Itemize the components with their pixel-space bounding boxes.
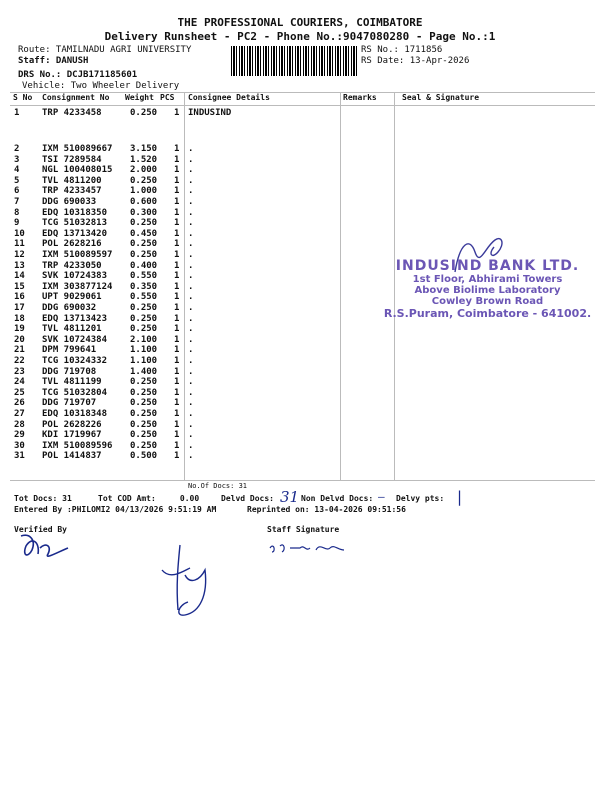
cell-weight: 0.250 <box>130 398 158 409</box>
cell-consignment-no: TCG 51032804 <box>42 387 108 398</box>
cell-pcs: 1 <box>174 154 180 165</box>
cell-consignment-no: SVK 10724384 <box>42 334 108 345</box>
cell-sno: 26 <box>14 398 25 409</box>
table-row <box>14 335 594 346</box>
cell-weight: 0.250 <box>130 430 158 441</box>
cell-consignee: . <box>188 377 194 388</box>
stamp-address-line1: 1st Floor, Abhirami Towers <box>412 274 563 285</box>
cell-consignee: . <box>188 218 194 229</box>
cell-pcs: 1 <box>174 218 180 229</box>
cell-consignee: . <box>188 398 194 409</box>
cell-consignee: . <box>188 366 194 377</box>
cell-sno: 5 <box>14 175 20 186</box>
cell-sno: 24 <box>14 377 25 388</box>
cell-pcs: 1 <box>174 250 180 260</box>
cell-consignee: . <box>188 419 194 430</box>
table-row <box>14 367 594 378</box>
cell-consignment-no: TRP 4233050 <box>42 260 102 271</box>
cell-consignment-no: IXM 510089667 <box>42 144 113 154</box>
table-row <box>14 208 594 219</box>
table-header-border <box>10 105 595 106</box>
cell-consignment-no: TVL 4811201 <box>42 324 102 335</box>
cell-consignment-no: EDQ 10318348 <box>42 409 108 419</box>
cell-weight: 0.450 <box>130 228 158 239</box>
table-row <box>14 186 594 197</box>
header-consignment: Consignment No <box>42 93 110 102</box>
cell-pcs: 1 <box>174 451 180 462</box>
cell-pcs: 1 <box>174 419 180 430</box>
cell-pcs: 1 <box>174 292 180 303</box>
cell-sno: 19 <box>14 324 25 335</box>
cell-weight: 1.520 <box>130 154 158 165</box>
cell-consignment-no: TCG 10324332 <box>42 356 108 366</box>
stamp-bank-name: INDUSIND BANK LTD. <box>395 258 580 274</box>
table-row <box>14 324 594 335</box>
cell-consignee: . <box>188 334 194 345</box>
cell-sno: 15 <box>14 281 25 292</box>
company-title: THE PROFESSIONAL COURIERS, COIMBATORE <box>177 16 423 29</box>
cell-consignee: . <box>188 260 194 271</box>
cell-weight: 0.250 <box>130 387 158 398</box>
cell-pcs: 1 <box>174 313 180 324</box>
cell-pcs: 1 <box>174 440 180 451</box>
verified-by-label: Verified By <box>14 525 67 534</box>
cell-weight: 0.250 <box>130 303 158 313</box>
cell-pcs: 1 <box>174 108 180 118</box>
cell-consignment-no: POL 2628226 <box>42 419 102 430</box>
delivery-points-label: Delvy pts: <box>396 494 445 503</box>
cell-sno: 3 <box>14 154 20 165</box>
cell-consignment-no: NGL 100408015 <box>42 165 113 176</box>
cell-sno: 17 <box>14 303 25 313</box>
cell-consignee: . <box>188 239 194 250</box>
cell-consignment-no: IXM 510089596 <box>42 440 113 451</box>
reprinted-on: Reprinted on: 13-04-2026 09:51:56 <box>247 505 406 514</box>
cell-consignment-no: TSI 7289584 <box>42 154 102 165</box>
cell-consignment-no: TRP 4233458 <box>42 108 102 118</box>
cell-sno: 1 <box>14 108 20 118</box>
handwritten-signature-large <box>150 540 220 620</box>
non-delivered-docs-label: Non Delvd Docs: <box>301 494 374 503</box>
cell-sno: 16 <box>14 292 25 303</box>
cell-sno: 8 <box>14 207 20 218</box>
cell-consignee: . <box>188 165 194 176</box>
cell-pcs: 1 <box>174 409 180 419</box>
cell-sno: 7 <box>14 197 20 207</box>
cell-weight: 0.250 <box>130 175 158 186</box>
cell-sno: 12 <box>14 250 25 260</box>
cell-consignee: . <box>188 186 194 197</box>
cell-weight: 0.250 <box>130 218 158 229</box>
cell-sno: 31 <box>14 451 25 462</box>
cell-sno: 4 <box>14 165 20 176</box>
cell-consignee: . <box>188 228 194 239</box>
table-row <box>14 377 594 388</box>
staff-signature-scribble <box>268 538 353 558</box>
cell-pcs: 1 <box>174 197 180 207</box>
delivery-points-handwritten: | <box>455 488 465 506</box>
cell-consignee: . <box>188 440 194 451</box>
cell-sno: 2 <box>14 144 20 154</box>
cell-pcs: 1 <box>174 303 180 313</box>
cell-consignment-no: DDG 719708 <box>42 366 97 377</box>
table-row <box>14 388 594 399</box>
table-row <box>14 430 594 441</box>
table-row <box>14 441 594 452</box>
cell-consignment-no: EDQ 13713423 <box>42 313 108 324</box>
cell-weight: 1.400 <box>130 366 158 377</box>
cell-pcs: 1 <box>174 345 180 356</box>
stamp-address-line4: R.S.Puram, Coimbatore - 641002. <box>383 307 592 320</box>
runsheet-subtitle: Delivery Runsheet - PC2 - Phone No.:9047080280 - Page No.:1 <box>104 30 496 43</box>
cell-pcs: 1 <box>174 239 180 250</box>
cell-pcs: 1 <box>174 324 180 335</box>
cell-pcs: 1 <box>174 175 180 186</box>
stamp-address-line2: Above Biolime Laboratory <box>414 285 561 296</box>
cell-sno: 22 <box>14 356 25 366</box>
cell-sno: 6 <box>14 186 20 197</box>
table-row <box>14 420 594 431</box>
table-row <box>14 144 594 155</box>
cell-consignment-no: DDG 690033 <box>42 197 97 207</box>
cell-consignee: . <box>188 430 194 441</box>
header-consignee: Consignee Details <box>188 93 270 102</box>
cell-pcs: 1 <box>174 356 180 366</box>
cell-consignment-no: POL 2628216 <box>42 239 102 250</box>
delivered-docs-label: Delvd Docs: <box>221 494 274 503</box>
header-pcs: PCS <box>160 93 175 102</box>
table-row <box>14 197 594 208</box>
cell-pcs: 1 <box>174 207 180 218</box>
cell-consignee: . <box>188 271 194 282</box>
cell-pcs: 1 <box>174 165 180 176</box>
rs-number: RS No.: 1711856 <box>361 45 443 55</box>
stamp-signature-scribble <box>450 232 510 277</box>
cell-consignee: . <box>188 387 194 398</box>
delivered-docs-handwritten: 31 <box>280 488 300 506</box>
cell-consignee: . <box>188 144 194 154</box>
cell-weight: 1.100 <box>130 356 158 366</box>
cell-pcs: 1 <box>174 144 180 154</box>
cell-consignee: . <box>188 451 194 462</box>
staff-label: Staff: DANUSH <box>18 56 89 66</box>
cell-consignee: . <box>188 356 194 366</box>
barcode <box>231 46 357 76</box>
cell-weight: 3.150 <box>130 144 158 154</box>
header-seal-signature: Seal & Signature <box>402 93 480 102</box>
cell-pcs: 1 <box>174 281 180 292</box>
cell-pcs: 1 <box>174 260 180 271</box>
cell-weight: 0.250 <box>130 377 158 388</box>
cell-pcs: 1 <box>174 430 180 441</box>
cell-consignment-no: IXM 303877124 <box>42 281 113 292</box>
table-row <box>14 218 594 229</box>
table-row <box>14 345 594 356</box>
cell-weight: 0.250 <box>130 250 158 260</box>
cell-consignment-no: TVL 4811200 <box>42 175 102 186</box>
header-weight: Weight <box>125 93 154 102</box>
no-of-docs: No.Of Docs: 31 <box>188 482 248 490</box>
cell-weight: 0.250 <box>130 419 158 430</box>
cell-weight: 0.250 <box>130 440 158 451</box>
cell-pcs: 1 <box>174 387 180 398</box>
table-row <box>14 155 594 166</box>
table-row <box>14 451 594 462</box>
cell-consignment-no: TCG 51032813 <box>42 218 108 229</box>
cell-weight: 0.250 <box>130 324 158 335</box>
cell-consignment-no: DPM 799641 <box>42 345 97 356</box>
cell-consignment-no: POL 1414837 <box>42 451 102 462</box>
header-remarks: Remarks <box>343 93 377 102</box>
stamp-address-line3: Cowley Brown Road <box>431 296 544 307</box>
cell-sno: 25 <box>14 387 25 398</box>
cell-consignee: . <box>188 313 194 324</box>
cell-pcs: 1 <box>174 366 180 377</box>
cell-sno: 30 <box>14 440 25 451</box>
cell-consignment-no: SVK 10724383 <box>42 271 108 282</box>
table-row <box>14 176 594 187</box>
cell-sno: 27 <box>14 409 25 419</box>
cell-consignment-no: EDQ 13713420 <box>42 228 108 239</box>
rs-date: RS Date: 13-Apr-2026 <box>361 56 470 66</box>
cell-consignment-no: UPT 9029061 <box>42 292 102 303</box>
cell-consignment-no: IXM 510089597 <box>42 250 113 260</box>
verified-signature <box>18 528 73 563</box>
table-row <box>14 108 594 119</box>
table-row <box>14 165 594 176</box>
cell-consignment-no: DDG 719707 <box>42 398 97 409</box>
non-delivered-docs-handwritten: — <box>378 490 385 503</box>
cell-sno: 18 <box>14 313 25 324</box>
cell-weight: 0.600 <box>130 197 158 207</box>
cell-sno: 28 <box>14 419 25 430</box>
cell-consignee: . <box>188 175 194 186</box>
cell-pcs: 1 <box>174 398 180 409</box>
cell-weight: 0.500 <box>130 451 158 462</box>
cell-weight: 0.250 <box>130 239 158 250</box>
cell-consignee: . <box>188 303 194 313</box>
cell-consignee: INDUSIND <box>188 108 232 118</box>
cell-sno: 21 <box>14 345 25 356</box>
cell-sno: 13 <box>14 260 25 271</box>
cell-weight: 0.400 <box>130 260 158 271</box>
cell-consignee: . <box>188 409 194 419</box>
staff-signature-label: Staff Signature <box>267 525 340 534</box>
cell-consignee: . <box>188 345 194 356</box>
tot-cod-amount: Tot COD Amt: 0.00 <box>98 494 200 503</box>
cell-pcs: 1 <box>174 334 180 345</box>
cell-sno: 10 <box>14 228 25 239</box>
cell-consignee: . <box>188 281 194 292</box>
cell-pcs: 1 <box>174 186 180 197</box>
cell-weight: 0.550 <box>130 271 158 282</box>
tot-docs: Tot Docs: 31 <box>14 494 72 503</box>
table-row <box>14 398 594 409</box>
cell-sno: 20 <box>14 334 25 345</box>
entered-by: Entered By :PHILOMI2 04/13/2026 9:51:19 AM <box>14 505 217 514</box>
cell-consignment-no: TRP 4233457 <box>42 186 102 197</box>
cell-sno: 14 <box>14 271 25 282</box>
cell-pcs: 1 <box>174 228 180 239</box>
cell-consignee: . <box>188 292 194 303</box>
cell-weight: 2.100 <box>130 334 158 345</box>
cell-weight: 0.250 <box>130 313 158 324</box>
cell-sno: 11 <box>14 239 25 250</box>
table-row <box>14 409 594 420</box>
drs-number: DRS No.: DCJB171185601 <box>18 70 138 80</box>
cell-consignment-no: DDG 690032 <box>42 303 97 313</box>
cell-weight: 0.550 <box>130 292 158 303</box>
cell-consignment-no: EDQ 10318350 <box>42 207 108 218</box>
cell-consignment-no: KDI 1719967 <box>42 430 102 441</box>
cell-sno: 29 <box>14 430 25 441</box>
table-row <box>14 356 594 367</box>
cell-weight: 2.000 <box>130 165 158 176</box>
cell-pcs: 1 <box>174 377 180 388</box>
cell-consignee: . <box>188 324 194 335</box>
cell-pcs: 1 <box>174 271 180 282</box>
cell-sno: 9 <box>14 218 20 229</box>
cell-weight: 0.250 <box>130 409 158 419</box>
cell-consignee: . <box>188 154 194 165</box>
cell-weight: 0.250 <box>130 108 158 118</box>
header-sno: S No <box>13 93 33 102</box>
cell-sno: 23 <box>14 366 25 377</box>
cell-consignment-no: TVL 4811199 <box>42 377 102 388</box>
cell-weight: 1.100 <box>130 345 158 356</box>
cell-weight: 0.350 <box>130 281 158 292</box>
cell-weight: 0.300 <box>130 207 158 218</box>
cell-consignee: . <box>188 197 194 207</box>
cell-consignee: . <box>188 207 194 218</box>
table-bottom-border <box>10 480 595 481</box>
cell-consignee: . <box>188 250 194 260</box>
route-label: Route: TAMILNADU AGRI UNIVERSITY <box>18 45 192 55</box>
vehicle-label: Vehicle: Two Wheeler Delivery <box>22 81 180 91</box>
cell-weight: 1.000 <box>130 186 158 197</box>
